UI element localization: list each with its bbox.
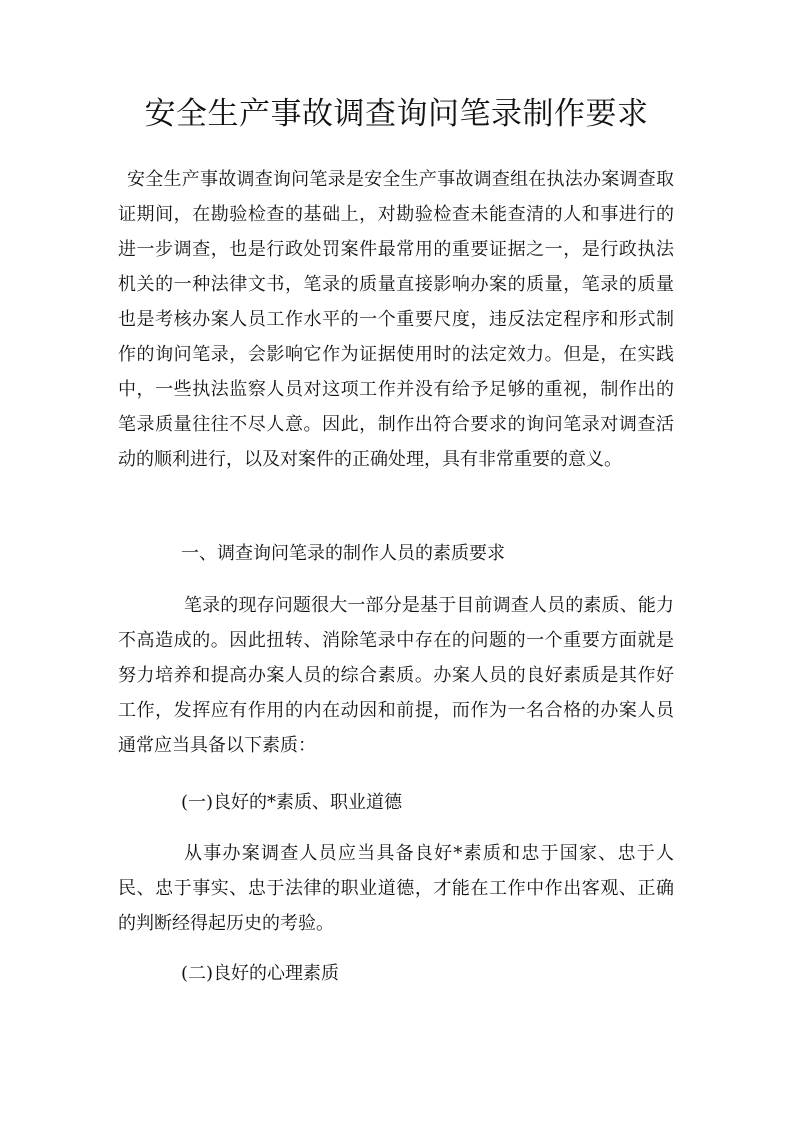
section-heading-1: 一、调查询问笔录的制作人员的素质要求 [181, 543, 505, 564]
section-1-paragraph: 笔录的现存问题很大一部分是基于目前调查人员的素质、能力不高造成的。因此扭转、消除笔录中存在的问题的一个重要方面就是努力培养和提高办案人员的综合素质。办案人员的良好素质是其作好工作，发挥应有作用的内在动因和前提，而作为一名合格的办案人员通常应当具备以下素质： [118, 595, 674, 756]
document-title: 安全生产事故调查询问笔录制作要求 [144, 96, 649, 132]
subsection-heading-2: (二)良好的心理素质 [181, 963, 340, 984]
intro-paragraph: 安全生产事故调查询问笔录是安全生产事故调查组在执法办案调查取证期间，在勘验检查的基础上，对勘验检查未能查清的人和事进行的进一步调查，也是行政处罚案件最常用的重要证据之一，是行政执法机关的一种法律文书，笔录的质量直接影响办案的质量，笔录的质量也是考核办案人员工作水平的一个重要尺度，违反法定程序和形式制作的询问笔录，会影响它作为证据使用时的法定效力。但是，在实践中，一些执法监察人员对这项工作并没有给予足够的重视，制作出的笔录质量往往不尽人意。因此，制作出符合要求的询问笔录对调查活动的顺利进行，以及对案件的正确处理，具有非常重要的意义。 [118, 169, 674, 470]
subsection-1-paragraph: 从事办案调查人员应当具备良好*素质和忠于国家、忠于人民、忠于事实、忠于法律的职业道德，才能在工作中作出客观、正确的判断经得起历史的考验。 [118, 843, 674, 934]
subsection-heading-1: (一)良好的*素质、职业道德 [181, 792, 403, 813]
